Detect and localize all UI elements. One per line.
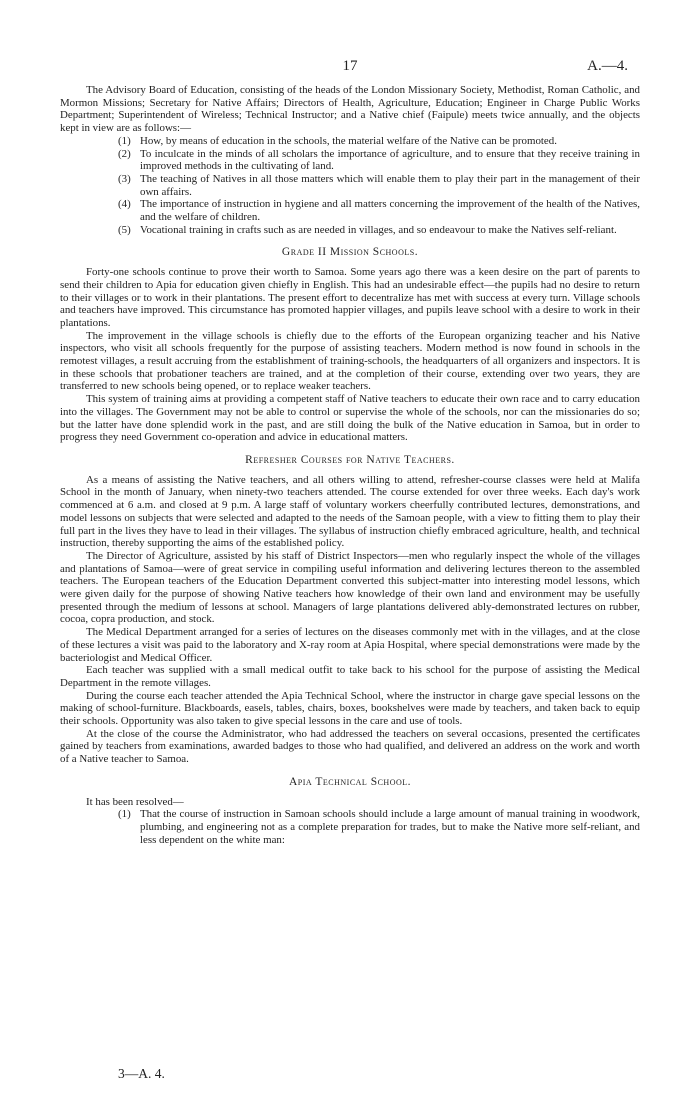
- list-number: (4): [118, 198, 131, 211]
- resolution-intro: It has been resolved—: [86, 795, 184, 808]
- list-number: (3): [118, 172, 131, 185]
- paragraph: The Medical Department arranged for a series of lectures on the diseases commonly met with in the villages, and at the close of these lectures a visit was paid to the laboratory and X-ray room at Apia Hospital, where special demonstrations were made by the bacteriologist and Medical Officer.: [60, 626, 640, 664]
- objects-list: [60, 135, 640, 237]
- page-signature: 3—A. 4.: [118, 1066, 165, 1081]
- paragraph: During the course each teacher attended the Apia Technical School, where the instructor in charge gave special lessons on the making of school-furniture. Blackboards, easels, tables, chairs, boxes, bookshelves were made by teachers, and taken back to equip their schools. Opportunity was also taken to give special lessons in the care and use of tools.: [60, 689, 640, 728]
- document-reference: A.—4.: [587, 58, 628, 74]
- list-item-text: That the course of instruction in Samoan schools should include a large amount of manual training in woodwork, plumbing, and engineering not as a complete preparation for trades, but to make the Native more self-reliant, and less dependent on the white man:: [140, 808, 640, 846]
- section-heading-apia-technical-school: Apia Technical School.: [288, 775, 412, 788]
- paragraph: As a means of assisting the Native teachers, and all others willing to attend, refresher-course classes were held at Malifa School in the month of January, when ninety-two teachers attended. The course extended for over three weeks. Each day's work commenced at 6 a.m. and closed at 9 p.m. A large staff of voluntary workers cheerfully contributed lectures, demonstrations, and model lessons on subjects that were selected and adapted to the needs of the Samoan people, with a view to fitting them to play their full part in the lives they have to lead in their villages. The syllabus of instruction chiefly embraced agriculture, health, and technical instruction, thereby supporting the aims of the established policy.: [60, 473, 640, 550]
- list-number: (1): [118, 808, 131, 821]
- section-heading-grade-ii: Grade II Mission Schools.: [281, 246, 419, 259]
- paragraph: The improvement in the village schools is chiefly due to the efforts of the European organizing teacher and his Native inspectors, who visit all schools frequently for the purpose of assisting teachers. Modern method is now found in schools in the remotest villages, a result accruing from the establishment of training-schools, the headquarters of all organizers and inspectors. It is in these schools that probationer teachers are trained, and at the completion of their course, extending over two years, they are transferred to new schools being opened, or to replace weaker teachers.: [60, 329, 640, 393]
- list-item: [118, 134, 640, 148]
- list-item: [118, 198, 640, 224]
- list-item-text: Vocational training in crafts such as are needed in villages, and so endeavour to make the Natives self-reliant.: [140, 223, 617, 236]
- list-item: [118, 223, 640, 237]
- list-item-text: To inculcate in the minds of all scholars the importance of agriculture, and to ensure that they receive training in improved methods in the cultivating of land.: [140, 147, 640, 173]
- list-item: [118, 172, 640, 198]
- paragraph: Each teacher was supplied with a small medical outfit to take back to his school for the purpose of assisting the Medical Department in the remote villages.: [60, 664, 640, 689]
- list-item-text: How, by means of education in the schools, the material welfare of the Native can be promoted.: [140, 134, 557, 147]
- document-body: [60, 84, 640, 846]
- list-number: (5): [118, 223, 131, 236]
- list-item: [118, 808, 640, 846]
- intro-paragraph: The Advisory Board of Education, consisting of the heads of the London Missionary Society, Methodist, Roman Catholic, and Mormon Missions; Secretary for Native Affairs; Directors of Health, Agriculture, Education; Engineer in Charge Public Works Department; Superintendent of Wireless; Technical Instructor; and a Native chief (Faipule) meets twice annually, and the objects kept in view are as follows:—: [60, 84, 640, 135]
- paragraph: The Director of Agriculture, assisted by his staff of District Inspectors—men who regularly inspect the whole of the villages and plantations of Samoa—were of great service in compiling useful information and delivering lectures thereon to the assembled teachers. The European teachers of the Education Department converted this subject-matter into interesting model lessons, which were given daily for the purpose of showing Native teachers how knowledge of their own land and environment may be usefully presented through the medium of lessons at school. Managers of large plantations delivered ably-demonstrated lectures on rubber, cocoa, copra production, and stock.: [60, 549, 640, 626]
- paragraph: This system of training aims at providing a competent staff of Native teachers to educate their own race and to carry education into the villages. The Government may not be able to control or supervise the whole of the schools, nor can the missionaries do so; but the latter have done splendid work in the past, and are still doing the bulk of the Native education in Samoa, but in order to progress they need Government co-operation and advice in educational matters.: [60, 393, 640, 444]
- list-number: (2): [118, 147, 131, 160]
- paragraph: At the close of the course the Administrator, who had addressed the teachers on several occasions, presented the certificates gained by teachers from examinations, awarded badges to those who had qualified, and delivered an address on the work and worth of a Native teacher to Samoa.: [60, 727, 640, 766]
- list-number: (1): [118, 134, 131, 147]
- page-number: 17: [342, 58, 358, 74]
- list-item-text: The importance of instruction in hygiene and all matters concerning the improvement of the health of the Natives, and the welfare of children.: [140, 198, 640, 224]
- section-heading-refresher-courses: Refresher Courses for Native Teachers.: [245, 453, 455, 466]
- page-header: [0, 58, 700, 78]
- list-item-text: The teaching of Natives in all those matters which will enable them to play their part in the management of their own affairs.: [140, 172, 640, 198]
- list-item: [118, 147, 640, 173]
- resolutions-list: [60, 808, 640, 846]
- paragraph: Forty-one schools continue to prove their worth to Samoa. Some years ago there was a keen desire on the part of parents to send their children to Apia for education given chiefly in English. This had an undesirable effect—the pupils had no desire to return to their villages or to work in their plantations. The present effort to decentralize has met with success at every turn. Village schools and teachers have improved. This circumstance has promoted happier villages, and pupils leave school with a desire to work in their plantations.: [60, 266, 640, 329]
